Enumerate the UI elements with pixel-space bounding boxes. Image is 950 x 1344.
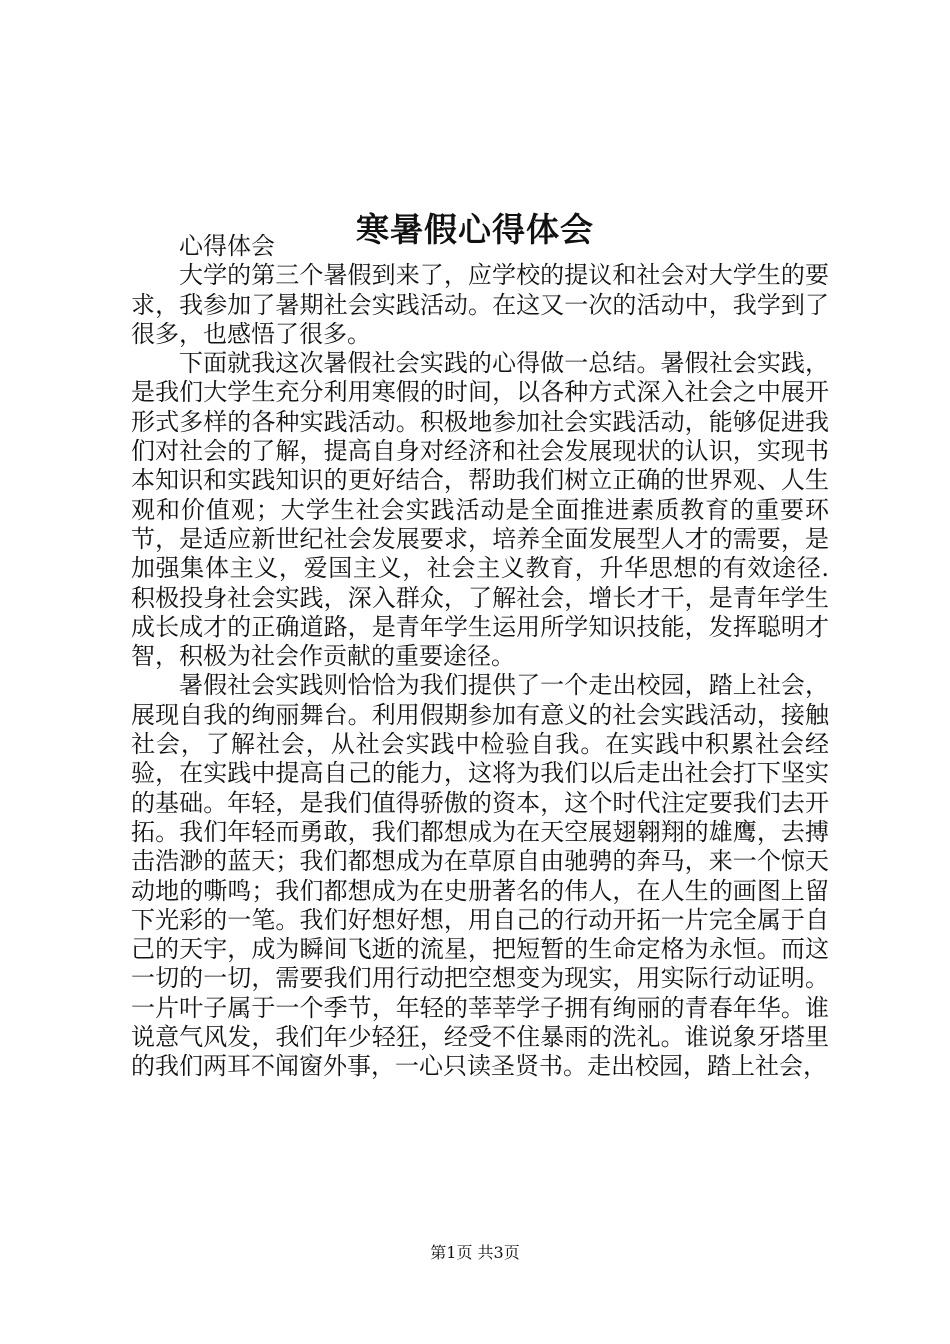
paragraph: 大学的第三个暑假到来了，应学校的提议和社会对大学生的要求，我参加了暑期社会实践活动。在这又一次的活动中，我学到了很多，也感悟了很多。 (131, 261, 829, 348)
page-title: 寒暑假心得体会 (356, 210, 594, 250)
document-body (131, 232, 829, 1082)
paragraph-heading: 心得体会 (179, 232, 275, 260)
paragraph: 下面就我这次暑假社会实践的心得做一总结。暑假社会实践，是我们大学生充分利用寒假的时间，以各种方式深入社会之中展开形式多样的各种实践活动。积极地参加社会实践活动，能够促进我们对社会的了解，提高自身对经济和社会发展现状的认识，实现书本知识和实践知识的更好结合，帮助我们树立正确的世界观、人生观和价值观；大学生社会实践活动是全面推进素质教育的重要环节，是适应新世纪社会发展要求，培养全面发展型人才的需要，是加强集体主义，爱国主义，社会主义教育，升华思想的有效途径.积极投身社会实践，深入群众，了解社会，增长才干，是青年学生成长成才的正确道路，是青年学生运用所学知识技能，发挥聪明才智，积极为社会作贡献的重要途径。 (131, 349, 829, 671)
paragraph: 暑假社会实践则恰恰为我们提供了一个走出校园，踏上社会，展现自我的绚丽舞台。利用假期参加有意义的社会实践活动，接触社会，了解社会，从社会实践中检验自我。在实践中积累社会经验，在实践中提高自己的能力，这将为我们以后走出社会打下坚实的基础。年轻，是我们值得骄傲的资本，这个时代注定要我们去开拓。我们年轻而勇敢，我们都想成为在天空展翅翱翔的雄鹰，去搏击浩渺的蓝天；我们都想成为在草原自由驰骋的奔马，来一个惊天动地的嘶鸣；我们都想成为在史册著名的伟人，在人生的画图上留下光彩的一笔。我们好想好想，用自己的行动开拓一片完全属于自己的天宇，成为瞬间飞逝的流星，把短暂的生命定格为永恒。而这一切的一切，需要我们用行动把空想变为现实，用实际行动证明。一片叶子属于一个季节，年轻的莘莘学子拥有绚丽的青春年华。谁说意气风发，我们年少轻狂，经受不住暴雨的洗礼。谁说象牙塔里的我们两耳不闻窗外事，一心只读圣贤书。走出校园，踏上社会， (131, 671, 829, 1081)
page-number: 第1页 共3页 (430, 1243, 520, 1262)
